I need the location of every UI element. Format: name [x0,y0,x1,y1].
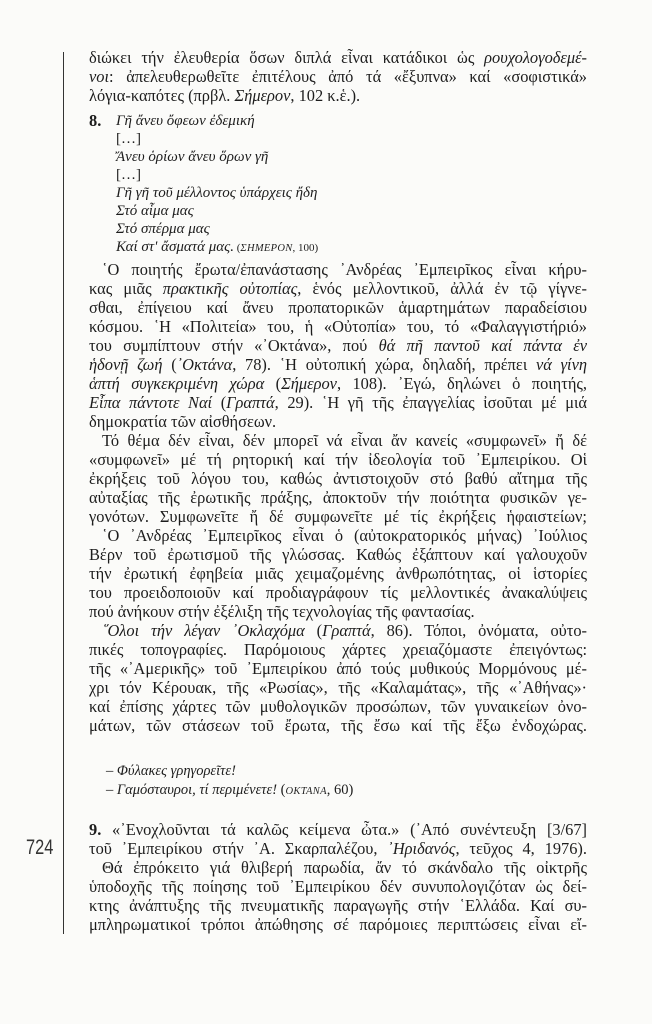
text-line [89,450,587,469]
text-segment: κόσμου. ῾Η «Πολιτεία» του, ἡ «Οὐτοπία» του, τό «Φαλαγγιστήριό» [89,317,587,336]
italic-text: Καί στ' ἄσματά μας. [116,239,234,255]
paragraph [89,431,587,526]
text-segment: , 108). ᾿Εγώ, δηλώνει ὁ ποιητής, [336,374,587,393]
text-segment: σθαι, ἐπίγειου καί ἄνευ προπατορικῶν ἁμαρτημάτων παραδείσιου [89,298,587,317]
text-segment: διώκει τήν ἐλευθερία ὅσων διπλά εἶναι κατάδικοι ὡς [89,48,485,67]
italic-text: ἁπτή συγκεκριμένη χώρα [89,374,265,393]
text-segment: : ἀπελευθερωθεῖτε ἐπιτέλους ἀπό τά «ἔξυπνα» καί «σοφιστικά» [109,67,587,86]
note-number-8: 8. [89,111,102,130]
italic-text: Σήμερον [281,374,337,393]
text-segment: , 78). ῾Η οὐτοπική χώρα, δηλαδή, πρέπει [232,355,536,374]
italic-text: Εἶπα πάντοτε Ναί [89,393,213,412]
text-line [89,820,587,839]
note-9-body [89,858,587,934]
text-line [89,86,587,105]
text-line [89,279,587,298]
text-segment: καί ἐπίσης χάρτες τῶν μυθολογικῶν προσώπων, τῶν γυναικείων ὀνο- [89,697,587,716]
text-segment: ( [304,621,323,640]
text-line [116,220,576,238]
text-segment: του προειδοποιοῦν καί προδιαγράφουν τίς μελλοντικές ἀνακαλύψεις [89,583,587,602]
body-text [89,260,587,735]
text-line [89,545,587,564]
text-segment: ( [162,355,177,374]
text-segment: τοῦ ᾿Εμπειρίκου στήν ᾿Α. Σκαρπαλέζου, [89,839,388,858]
text-line [89,915,587,934]
text-line [89,67,587,86]
text-line [116,238,576,256]
text-segment: […] [116,131,141,147]
text-segment: ῾Ο ποιητής ἔρωτα/ἐπανάστασης ᾿Ανδρέας ᾿Εμπειρῖκος εἶναι κήρυ- [102,260,587,279]
italic-text: Γῆ ἄνευ ὄφεων ἐδεμική [116,113,255,129]
text-segment: τῆς «᾿Αμερικῆς» τοῦ ᾿Εμπειρίκου ἀπό τούς μυθικούς Μορμόνους μέ- [89,659,587,678]
italic-text: νά γίνη [535,355,587,374]
text-segment: πικές τοπογραφίες. Παρόμοιους χάρτες χρειαζόμαστε ἐπειγόντως: [89,640,587,659]
text-segment: αὐταξίας τῆς ἐρωτικῆς πράξης, ἀποκτοῦν τήν ποιότητα φυσικῶν γε- [89,488,587,507]
italic-text: ἡδονῇ ζωή [89,355,163,374]
text-line [89,469,587,488]
text-line [89,839,587,858]
text-segment: Θά ἐπρόκειτο γιά θλιβερή παρωδία, ἄν τό σκάνδαλο τῆς οἰκτρῆς [102,858,587,877]
text-line [116,202,576,220]
italic-text: Γραπτά [226,393,275,412]
text-segment: , 29). ῾Η γῆ τῆς ἐπαγγελίας ἰσοῦται μέ μιά [274,393,587,412]
text-line [89,659,587,678]
poem-quote [116,112,576,256]
italic-text: Σήμερον [234,86,291,105]
text-line [89,896,587,915]
text-line [89,355,587,374]
text-segment: – [106,763,117,779]
text-segment: ὑποδοχῆς τῆς ποίησης τοῦ ᾿Εμπειρίκου δέν συνυπολογιζόταν ὡς δεί- [89,877,587,896]
italic-text: Στό αἷμα μας [116,203,194,219]
text-line [89,697,587,716]
paragraph [89,260,587,431]
bold-text: 9. [89,820,102,839]
text-segment: δημοκρατία τῶν αἰσθήσεων. [89,412,277,431]
note-9-heading [89,820,587,858]
text-segment: […] [116,167,141,183]
text-line [89,678,587,697]
text-segment: – [106,782,117,798]
text-line [89,374,587,393]
text-segment: γονότων. Συμφωνεῖτε ἤ δέ συμφωνεῖτε μέ τίς ἐκρήξεις ἡφαιστείων; [89,507,587,526]
italic-text: νοι [89,67,110,86]
text-line [89,48,587,67]
text-line [89,412,587,431]
text-line [116,130,576,148]
italic-text: ᾿Οκτάνα [176,355,233,374]
italic-text: Γραπτά [322,621,371,640]
text-line [89,640,587,659]
text-line [89,583,587,602]
italic-text: ρουχολογοδεμέ- [484,48,587,67]
text-segment: , 102 κ.ἑ.). [290,86,361,105]
text-segment: μπληρωματικοί τρόποι ἀπώθησης σέ παρόμοιες περιπτώσεις εἶναι εἴ- [89,915,587,934]
text-segment: , 100) [292,242,319,254]
text-line [89,526,587,545]
text-line [89,298,587,317]
text-segment: μάτων, τῶν στάσεων τοῦ ἔρωτα, τῆς ἔσω καί τῆς ἔξω ἐνδοχώρας. [89,716,587,735]
italic-text: θά πῆ παντοῦ καί πάντα ἐν [378,336,587,355]
text-segment: «συμφωνεῖ» μέ τή ρητορική καί τήν ἰδεολογία τοῦ ᾿Εμπειρίκου. Οἱ [89,450,587,469]
text-line [116,184,576,202]
text-line [89,716,587,735]
text-segment: χρι τόν Κέρουακ, τῆς «Ρωσίας», τῆς «Καλαμάτας», τῆς «᾿Αθήνας»· [89,678,587,697]
small-caps-text: ΣΗΜΕΡΟΝ [240,243,293,254]
text-line [89,602,587,621]
text-line [89,317,587,336]
dialogue-quote [106,762,566,800]
text-line [89,877,587,896]
text-segment: , 60) [326,782,354,798]
margin-rule [63,52,64,934]
text-line [89,507,587,526]
text-segment: Τό θέμα δέν εἶναι, δέν μπορεῖ νά εἶναι ἄν κανείς «συμφωνεῖ» ἤ δέ [102,431,587,450]
italic-text: Γῆ γῆ τοῦ μέλλοντος ὑπάρχεις ἤδη [116,185,318,201]
text-segment: λόγια-καπότες (πρβλ. [89,86,235,105]
text-line [89,858,587,877]
text-line [116,148,576,166]
text-line [89,488,587,507]
text-segment: ἐκρήξεις τοῦ λόγου του, καθώς ἀντιστοιχοῦν στό βαθύ αἴτημα τῆς [89,469,587,488]
paragraph [89,526,587,621]
text-segment: ( [212,393,227,412]
text-segment: «᾿Ενοχλοῦνται τά καλῶς κείμενα ὦτα.» (᾿Από συνέντευξη [3/67] [101,820,587,839]
text-segment: ῾Ο ᾿Ανδρέας ᾿Εμπειρῖκος εἶναι ὁ (αὐτοκρατορικός μήνας) ᾿Ιούλιος [102,526,587,545]
text-segment: τήν ἐρωτική ἐφηβεία μιᾶς χειμαζομένης ἀνθρωπότητας, οἱ ἱστορίες [89,564,587,583]
text-segment: ( [277,782,286,798]
text-segment: ( [264,374,282,393]
text-segment: πού ἀνήκουν στήν ἐξέλιξη τῆς τεχνολογίας τῆς φαντασίας. [89,602,475,621]
text-segment: , τεῦχος 4, 1976). [455,839,587,858]
text-line [89,564,587,583]
text-segment: , 86). Τόποι, ὀνόματα, οὐτο- [370,621,587,640]
text-line [89,431,587,450]
text-line [89,260,587,279]
italic-text: Ἄνευ ὁρίων ἄνευ ὅρων γῆ [116,149,269,165]
text-line [89,621,587,640]
intro-paragraph [89,48,587,105]
text-line [89,393,587,412]
small-caps-text: ΟΚΤΑΝΑ [285,786,327,797]
text-segment: , ἑνός μελλοντικοῦ, ἀλλά ἐν τῷ γίγνε- [297,279,587,298]
italic-text: πρακτικῆς οὐτοπίας [162,279,298,298]
text-line [116,112,576,130]
italic-text: Φύλακες γρηγορεῖτε! [116,763,236,779]
paragraph [89,621,587,735]
text-line [106,762,566,781]
text-segment: Βέρν τοῦ ἐρωτισμοῦ τῆς γλώσσας. Καθώς ἐξάπτουν καί γαλουχοῦν [89,545,587,564]
italic-text: ῞Ολοι τήν λέγαν ᾿Οκλαχόμα [102,621,305,640]
text-segment: κας μιᾶς [89,279,163,298]
italic-text: ᾿Ηριδανός [387,839,456,858]
text-segment: του συμπίπτουν στήν «᾿Οκτάνα», πού [89,336,379,355]
text-line [106,781,566,800]
italic-text: Στό σπέρμα μας [116,221,210,237]
text-segment: κτης ἀνάπτυξης τῆς πνευματικῆς παραγωγῆς στήν ῾Ελλάδα. Καί συ- [89,896,587,915]
text-segment: ( [234,242,241,254]
text-line [116,166,576,184]
page-number: 724 [26,836,54,859]
text-line [89,336,587,355]
note-9 [89,820,587,934]
italic-text: Γαμόσταυροι, τί περιμένετε! [116,782,278,798]
